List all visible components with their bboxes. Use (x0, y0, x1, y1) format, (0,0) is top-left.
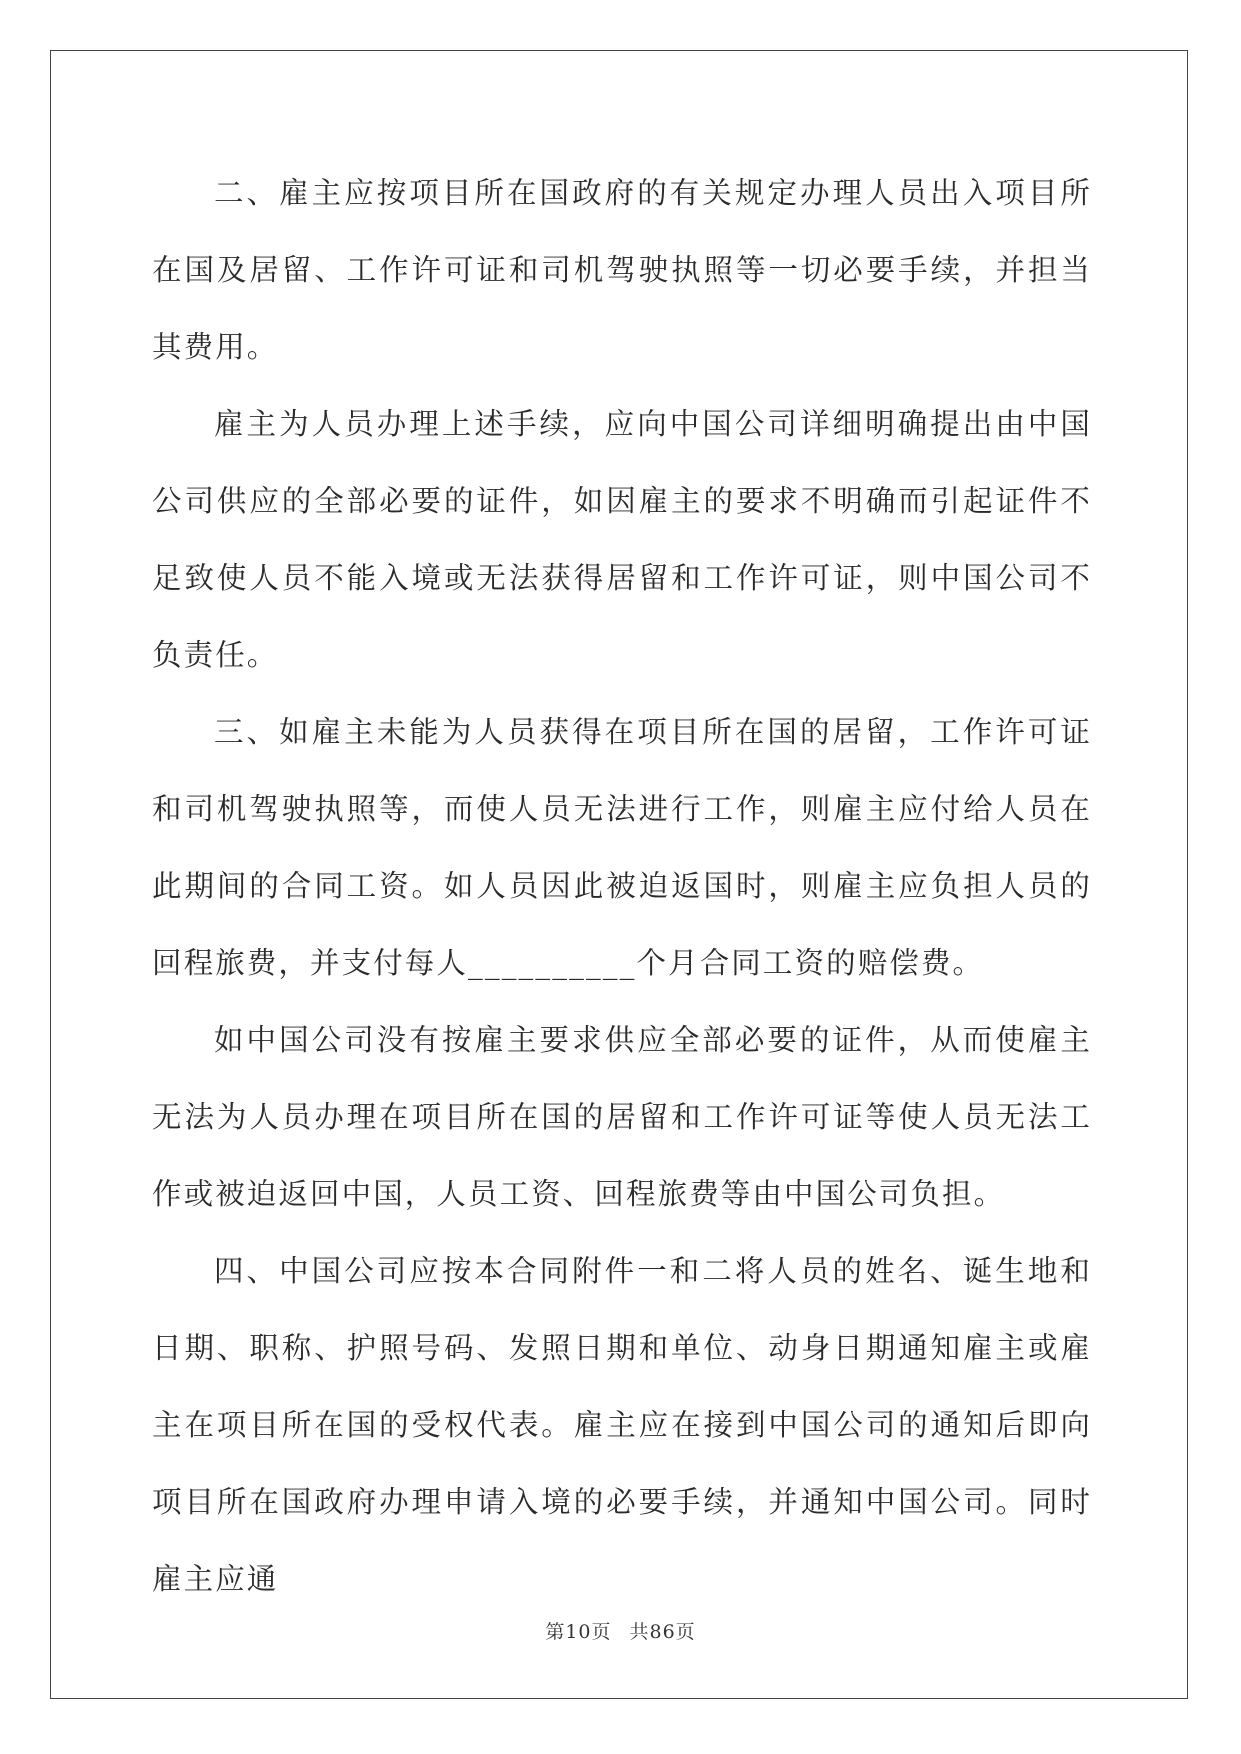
page-number: 第10页 (545, 1621, 612, 1643)
paragraph: 雇主为人员办理上述手续，应向中国公司详细明确提出由中国公司供应的全部必要的证件，如因雇主的要求不明确而引起证件不足致使人员不能入境或无法获得居留和工作许可证，则中国公司不负责任。 (152, 407, 1092, 672)
paragraph: 三、如雇主未能为人员获得在项目所在国的居留，工作许可证和司机驾驶执照等，而使人员无法进行工作，则雇主应付给人员在此期间的合同工资。如人员因此被迫返国时，则雇主应负担人员的回程旅费，并支付每人__________个月合同工资的赔偿费。 (152, 715, 1092, 980)
paragraph: 如中国公司没有按雇主要求供应全部必要的证件，从而使雇主无法为人员办理在项目所在国的居留和工作许可证等使人员无法工作或被迫返回中国，人员工资、回程旅费等由中国公司负担。 (152, 1023, 1092, 1211)
paragraph: 二、雇主应按项目所在国政府的有关规定办理人员出入项目所在国及居留、工作许可证和司机驾驶执照等一切必要手续，并担当其费用。 (152, 176, 1092, 364)
page-total: 共86页 (629, 1621, 696, 1643)
paragraph: 四、中国公司应按本合同附件一和二将人员的姓名、诞生地和日期、职称、护照号码、发照日期和单位、动身日期通知雇主或雇主在项目所在国的受权代表。雇主应在接到中国公司的通知后即向项目所在国政府办理申请入境的必要手续，并通知中国公司。同时雇主应通 (152, 1254, 1092, 1596)
page-footer (0, 1617, 1241, 1644)
document-body (152, 155, 1092, 1618)
